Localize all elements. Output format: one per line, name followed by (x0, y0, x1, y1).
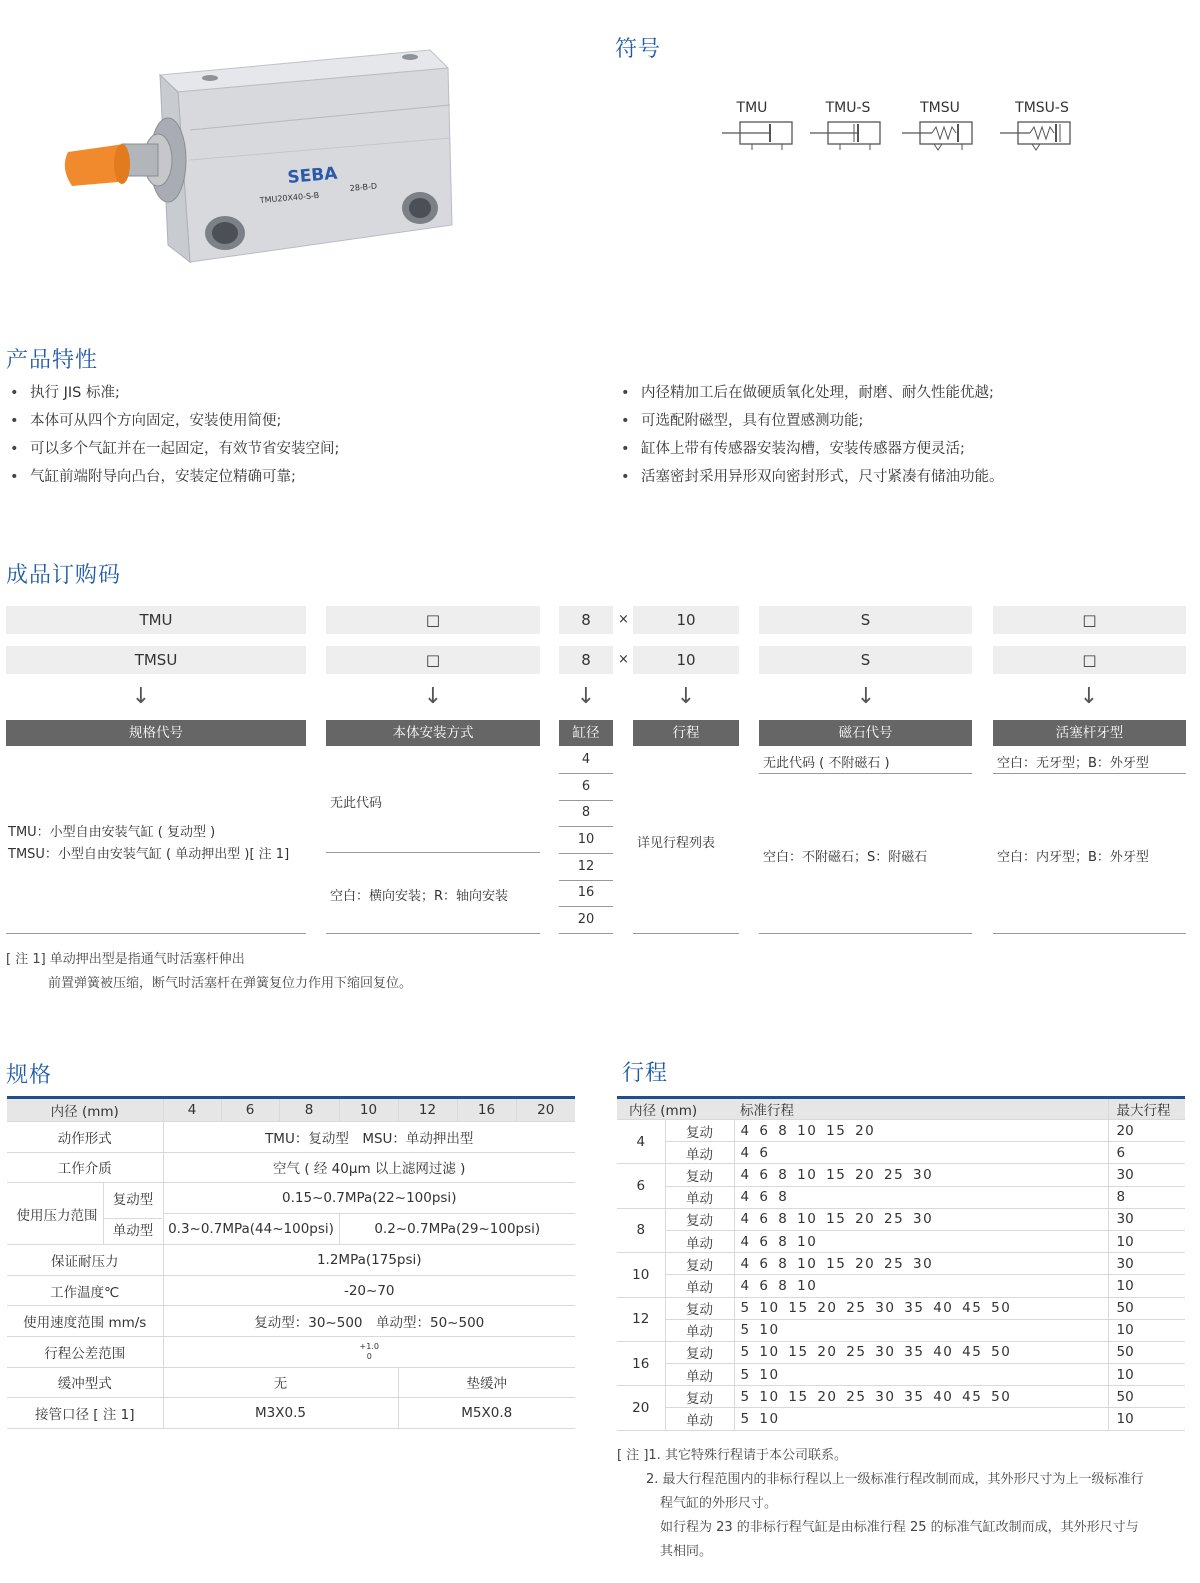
order-code-times: × (618, 652, 629, 667)
spec-label: 使用速度范围 mm/s (7, 1306, 163, 1337)
stroke-type: 复动 (665, 1253, 734, 1275)
stroke-standard: 4 6 8 (734, 1186, 1108, 1208)
table-row (7, 1183, 575, 1214)
stroke-type: 复动 (665, 1208, 734, 1230)
divider (559, 773, 613, 774)
order-title: 成品订购码 (6, 563, 122, 588)
spec-value: M5X0.8 (398, 1398, 575, 1429)
order-bore-value: 10 (577, 832, 595, 847)
table-row (7, 1398, 575, 1429)
table-row (617, 1120, 1185, 1142)
order-magnet-desc: 无此代码 ( 不附磁石 ) (763, 756, 890, 771)
table-row (617, 1275, 1185, 1297)
order-series-desc: TMSU：小型自由安装气缸 ( 单动押出型 )[ 注 1] (8, 847, 290, 862)
stroke-type: 单动 (665, 1275, 734, 1297)
order-note: 前置弹簧被压缩，断气时活塞杆在弹簧复位力作用下缩回复位。 (48, 976, 413, 991)
order-code-mount: □ (326, 606, 540, 634)
order-bore-value: 4 (581, 752, 591, 767)
feature-item: • 内径精加工后在做硬质氧化处理，耐磨、耐久性能优越; (619, 379, 1004, 407)
divider (559, 853, 613, 854)
table-row (617, 1098, 1185, 1120)
stroke-standard: 4 6 8 10 15 20 25 30 (734, 1208, 1108, 1230)
spec-value: 0.3~0.7MPa(44~100psi) (163, 1214, 339, 1245)
order-header-mount: 本体安装方式 (326, 720, 540, 746)
order-thread-desc: 空白：内牙型；B：外牙型 (997, 850, 1149, 865)
order-bore-value: 20 (577, 912, 595, 927)
spec-value: 复动型：30~500 单动型：50~500 (163, 1306, 575, 1337)
stroke-max: 30 (1108, 1164, 1185, 1186)
spec-value: 0.2~0.7MPa(29~100psi) (339, 1214, 575, 1245)
order-bore-value: 16 (577, 885, 595, 900)
order-code-magnet: S (759, 646, 972, 674)
order-code-series: TMU (6, 606, 306, 634)
divider (559, 800, 613, 801)
feature-item: • 活塞密封采用异形双向密封形式，尺寸紧凑有储油功能。 (619, 463, 1004, 491)
product-photo (50, 40, 470, 280)
spec-bore: 10 (339, 1098, 398, 1122)
order-code-stroke: 10 (633, 646, 739, 674)
order-header-bore: 缸径 (559, 720, 613, 746)
stroke-standard: 5 10 (734, 1408, 1108, 1430)
order-bore-value: 8 (581, 805, 591, 820)
order-mount-desc: 空白：横向安装；R：轴向安装 (330, 889, 509, 904)
table-row (617, 1186, 1185, 1208)
spec-table (7, 1096, 575, 1429)
stroke-standard: 4 6 8 10 (734, 1230, 1108, 1252)
arrow-down-icon: ↓ (131, 684, 151, 709)
spec-label: 工作介质 (7, 1152, 163, 1183)
stroke-bore: 6 (617, 1164, 665, 1208)
spec-bore: 8 (279, 1098, 339, 1122)
order-thread-desc: 空白：无牙型；B：外牙型 (997, 756, 1149, 771)
arrow-down-icon: ↓ (423, 684, 443, 709)
table-row (7, 1152, 575, 1183)
order-code-thread: □ (993, 646, 1186, 674)
divider (633, 933, 739, 934)
spec-value: -20~70 (163, 1275, 575, 1306)
table-row (617, 1230, 1185, 1252)
order-code-thread: □ (993, 606, 1186, 634)
feature-item: • 可以多个气缸并在一起固定，有效节省安装空间; (8, 435, 339, 463)
order-code-bore: 8 (559, 606, 613, 634)
divider (559, 826, 613, 827)
stroke-bore: 10 (617, 1253, 665, 1297)
feature-item: • 本体可从四个方向固定，安装使用简便; (8, 407, 339, 435)
stroke-table (617, 1096, 1185, 1431)
stroke-max: 50 (1108, 1386, 1185, 1408)
divider (759, 933, 972, 934)
stroke-standard: 5 10 15 20 25 30 35 40 45 50 (734, 1297, 1108, 1319)
order-bore-value: 12 (577, 859, 595, 874)
symbol-tmsu-s-label: TMSU-S (1015, 100, 1069, 116)
order-magnet-desc: 空白：不附磁石；S：附磁石 (763, 850, 928, 865)
order-header-thread: 活塞杆牙型 (993, 720, 1186, 746)
features-title: 产品特性 (6, 348, 99, 373)
order-code-mount: □ (326, 646, 540, 674)
spec-value: M3X0.5 (163, 1398, 398, 1429)
order-code-magnet: S (759, 606, 972, 634)
arrow-down-icon: ↓ (576, 684, 596, 709)
symbol-tmu-s-icon (810, 118, 890, 154)
stroke-type: 单动 (665, 1142, 734, 1164)
stroke-max: 50 (1108, 1341, 1185, 1363)
spec-bore: 4 (163, 1098, 221, 1122)
table-row (7, 1245, 575, 1276)
product-model-mark: TMU20X40-S-B (259, 190, 320, 205)
divider (559, 906, 613, 907)
arrow-down-icon: ↓ (676, 684, 696, 709)
order-code-times: × (618, 612, 629, 627)
stroke-standard: 5 10 (734, 1319, 1108, 1341)
table-row (7, 1367, 575, 1398)
divider (559, 933, 613, 934)
feature-item: • 缸体上带有传感器安装沟槽，安装传感器方便灵活; (619, 435, 1004, 463)
divider (326, 933, 540, 934)
table-row (617, 1253, 1185, 1275)
product-mark2: 28-B-D (349, 181, 378, 193)
order-code-series: TMSU (6, 646, 306, 674)
arrow-down-icon: ↓ (856, 684, 876, 709)
table-row (7, 1306, 575, 1337)
symbol-tmu-s-label: TMU-S (825, 100, 871, 116)
stroke-standard: 5 10 15 20 25 30 35 40 45 50 (734, 1386, 1108, 1408)
stroke-type: 单动 (665, 1408, 734, 1430)
stroke-max: 10 (1108, 1230, 1185, 1252)
stroke-note: 2. 最大行程范围内的非标行程以上一级标准行程改制而成，其外形尺寸为上一级标准行 (646, 1472, 1144, 1487)
stroke-bore: 8 (617, 1208, 665, 1252)
spec-label (7, 1183, 163, 1245)
order-note: [ 注 1] 单动押出型是指通气时活塞杆伸出 (6, 952, 245, 967)
spec-label: 使用压力范围 (16, 1207, 98, 1224)
spec-value: 1.2MPa(175psi) (163, 1245, 575, 1276)
stroke-note: 其相同。 (660, 1544, 713, 1559)
spec-sublabel: 复动型 (112, 1192, 154, 1209)
stroke-max: 6 (1108, 1142, 1185, 1164)
divider (993, 933, 1186, 934)
order-series-desc: TMU：小型自由安装气缸 ( 复动型 ) (8, 825, 216, 840)
order-header-series: 规格代号 (6, 720, 306, 746)
stroke-max: 8 (1108, 1186, 1185, 1208)
spec-value: 无 (163, 1367, 398, 1398)
stroke-max: 30 (1108, 1208, 1185, 1230)
stroke-type: 单动 (665, 1230, 734, 1252)
spec-label: 动作形式 (7, 1122, 163, 1153)
feature-item: • 可选配附磁型，具有位置感测功能; (619, 407, 1004, 435)
divider (759, 773, 972, 774)
stroke-standard: 4 6 8 10 15 20 25 30 (734, 1164, 1108, 1186)
divider (326, 852, 540, 853)
symbol-tmsu-label: TMSU (920, 100, 960, 116)
symbol-tmsu-s-icon (1000, 118, 1080, 158)
table-row (617, 1408, 1185, 1430)
spec-bore: 6 (221, 1098, 279, 1122)
stroke-max: 50 (1108, 1297, 1185, 1319)
stroke-type: 单动 (665, 1364, 734, 1386)
spec-tol-upper: +1.0 (359, 1341, 379, 1351)
stroke-type: 复动 (665, 1164, 734, 1186)
table-row (617, 1364, 1185, 1386)
spec-label: 工作温度℃ (7, 1275, 163, 1306)
spec-sublabel: 单动型 (104, 1218, 162, 1239)
spec-label: 行程公差范围 (7, 1336, 163, 1367)
stroke-max: 10 (1108, 1319, 1185, 1341)
spec-header-label: 内径 (mm) (7, 1098, 163, 1122)
order-header-magnet: 磁石代号 (759, 720, 972, 746)
stroke-header: 最大行程 (1108, 1098, 1185, 1120)
table-row (617, 1164, 1185, 1186)
stroke-type: 复动 (665, 1297, 734, 1319)
spec-value: TMU：复动型 MSU：单动押出型 (163, 1122, 575, 1153)
spec-value: 空气 ( 经 40μm 以上滤网过滤 ) (163, 1152, 575, 1183)
stroke-bore: 20 (617, 1386, 665, 1430)
table-row (617, 1208, 1185, 1230)
spec-value: 垫缓冲 (398, 1367, 575, 1398)
stroke-note: 如行程为 23 的非标行程气缸是由标准行程 25 的标准气缸改制而成，其外形尺寸与 (660, 1520, 1139, 1535)
spec-bore: 20 (516, 1098, 575, 1122)
order-code-bore: 8 (559, 646, 613, 674)
spec-label: 缓冲型式 (7, 1367, 163, 1398)
divider (6, 933, 306, 934)
stroke-type: 单动 (665, 1319, 734, 1341)
order-mount-desc: 无此代码 (330, 796, 383, 811)
order-header-stroke: 行程 (633, 720, 739, 746)
symbol-tmsu-icon (902, 118, 982, 158)
stroke-header: 内径 (mm) (617, 1098, 734, 1120)
symbol-tmu-icon (722, 118, 802, 154)
stroke-standard: 4 6 8 10 15 20 (734, 1120, 1108, 1142)
order-bore-value: 6 (581, 779, 591, 794)
product-brand: SEBA (286, 163, 339, 188)
spec-bore: 12 (398, 1098, 457, 1122)
spec-value (163, 1336, 575, 1367)
divider (993, 773, 1186, 774)
table-row (7, 1336, 575, 1367)
spec-title: 规格 (6, 1063, 53, 1088)
stroke-note: [ 注 ]1. 其它特殊行程请于本公司联系。 (617, 1448, 847, 1463)
table-row (617, 1319, 1185, 1341)
symbols-title: 符号 (615, 37, 662, 62)
table-row (617, 1386, 1185, 1408)
table-row (7, 1098, 575, 1122)
stroke-header: 标准行程 (734, 1098, 1108, 1120)
stroke-max: 10 (1108, 1408, 1185, 1430)
stroke-standard: 5 10 15 20 25 30 35 40 45 50 (734, 1341, 1108, 1363)
table-row (7, 1275, 575, 1306)
spec-value: 0.15~0.7MPa(22~100psi) (163, 1183, 575, 1214)
stroke-bore: 4 (617, 1120, 665, 1164)
feature-item: • 执行 JIS 标准; (8, 379, 339, 407)
table-row (617, 1297, 1185, 1319)
order-stroke-desc: 详见行程列表 (637, 836, 716, 851)
stroke-max: 10 (1108, 1275, 1185, 1297)
features-left (8, 379, 339, 491)
stroke-bore: 12 (617, 1297, 665, 1341)
stroke-note: 程气缸的外形尺寸。 (660, 1496, 778, 1511)
spec-bore: 16 (457, 1098, 516, 1122)
stroke-type: 复动 (665, 1386, 734, 1408)
stroke-type: 单动 (665, 1186, 734, 1208)
divider (559, 880, 613, 881)
stroke-type: 复动 (665, 1120, 734, 1142)
stroke-bore: 16 (617, 1341, 665, 1385)
stroke-standard: 4 6 8 10 15 20 25 30 (734, 1253, 1108, 1275)
stroke-standard: 4 6 (734, 1142, 1108, 1164)
stroke-standard: 5 10 (734, 1364, 1108, 1386)
stroke-max: 30 (1108, 1253, 1185, 1275)
arrow-down-icon: ↓ (1079, 684, 1099, 709)
table-row (617, 1142, 1185, 1164)
symbol-tmu-label: TMU (736, 100, 768, 116)
feature-item: • 气缸前端附导向凸台，安装定位精确可靠; (8, 463, 339, 491)
table-row (617, 1341, 1185, 1363)
features-right (619, 379, 1004, 491)
spec-label: 保证耐压力 (7, 1245, 163, 1276)
stroke-title: 行程 (622, 1061, 669, 1086)
spec-label: 接管口径 [ 注 1] (7, 1398, 163, 1429)
stroke-standard: 4 6 8 10 (734, 1275, 1108, 1297)
spec-tol-lower: 0 (366, 1351, 372, 1361)
stroke-max: 20 (1108, 1120, 1185, 1142)
stroke-type: 复动 (665, 1341, 734, 1363)
table-row (7, 1122, 575, 1153)
order-code-stroke: 10 (633, 606, 739, 634)
stroke-max: 10 (1108, 1364, 1185, 1386)
